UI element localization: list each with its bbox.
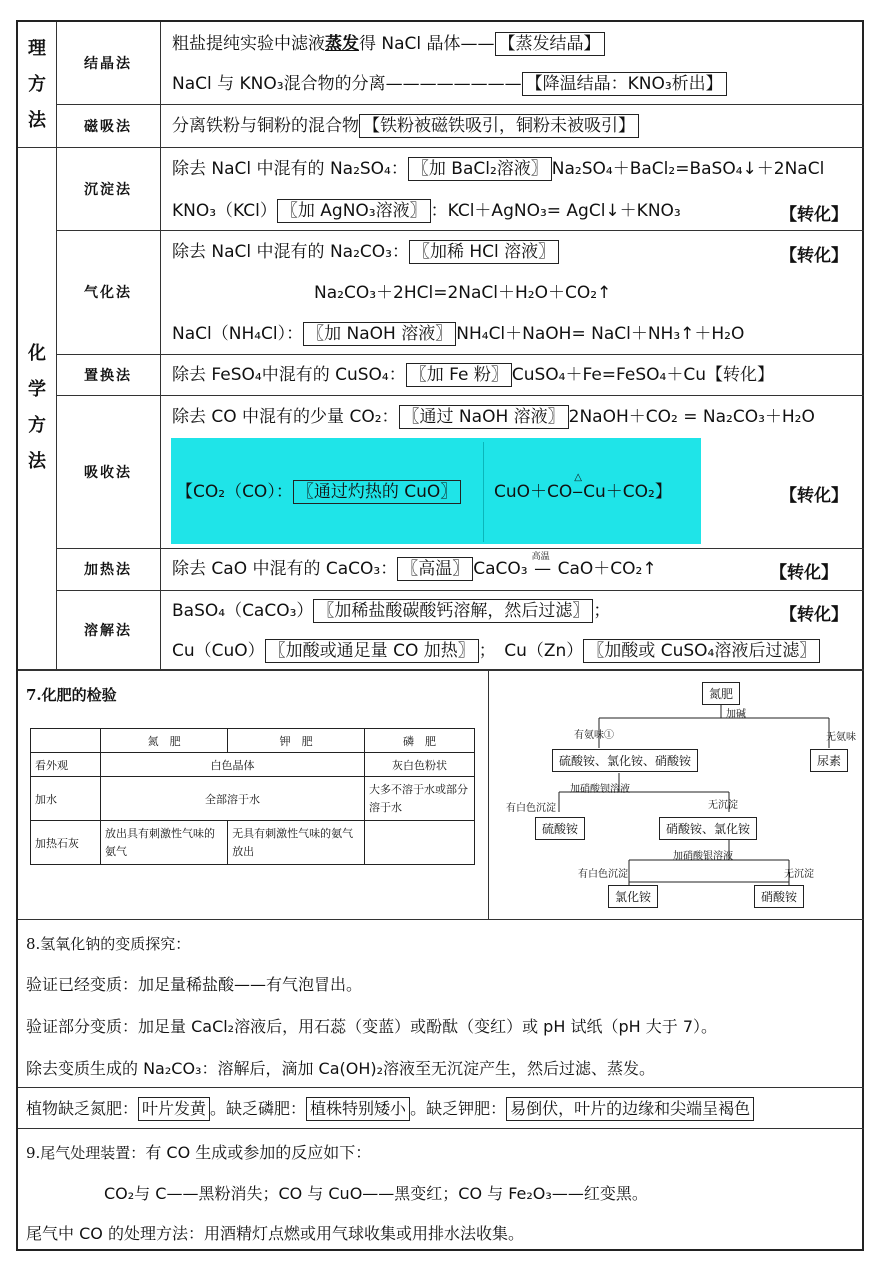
tail-gas-line-1: CO₂与 C——黑粉消失；CO 与 CuO——黑变红；CO 与 Fe₂O₃——红变黑。 [104,1184,648,1203]
table-row [31,753,475,777]
conversion-tag: 【转化】 [770,563,838,583]
answer-box: 【蒸发结晶】 [495,32,605,56]
text: 除去 NaCl 中混有的 Na₂SO₄： [172,159,408,179]
absorption-line-2 [176,480,461,504]
divider [56,590,864,591]
method-absorption: 吸收法 [84,464,132,481]
category-char: 法 [28,109,46,131]
tree-node-two-salts: 硝酸铵、氯化铵 [659,817,757,840]
naoh-line-1: 验证已经变质：加足量稀盐酸——有气泡冒出。 [26,975,363,994]
answer-box: 〖加 AgNO₃溶液〗 [277,199,431,223]
conversion-tag: 【转化】 [780,246,848,266]
method-displacement: 置换法 [84,367,132,384]
crystallization-line-2 [172,72,727,96]
divider [56,354,864,355]
bold-text: 蒸发 [325,34,359,54]
tree-label-ammonia: 有氨味① [574,730,614,741]
precipitation-line-1 [172,157,824,181]
text: 得 NaCl 晶体—— [359,34,495,54]
magnetic-line [172,114,639,138]
answer-box: 〖加酸或 CuSO₄溶液后过滤〗 [583,639,820,663]
table-row [31,821,475,865]
text: 除去 CO 中混有的少量 CO₂： [172,407,399,427]
dissolution-line-2 [172,639,820,663]
text: KNO₃（KCl） [172,201,277,221]
column-divider [160,22,161,669]
table-cell: 灰白色粉状 [365,753,475,777]
row-label: 加热石灰 [31,821,101,865]
method-heating: 加热法 [84,562,132,578]
answer-box: 〖通过灼热的 CuO〗 [293,480,461,504]
answer-box: 易倒伏，叶片的边缘和尖端呈褐色 [506,1097,754,1121]
method-dissolution: 溶解法 [84,622,132,639]
text: Cu（CuO） [172,641,265,661]
tree-label-no-ppt-2: 无沉淀 [784,869,814,880]
table-cell: 全部溶于水 [101,777,365,821]
answer-box: 〖加 NaOH 溶液〗 [303,322,456,346]
tree-label-add-ba-nitrate: 加硝酸钡溶液 [570,784,630,795]
table-header-row [31,729,475,753]
text: 除去 CaO 中混有的 CaCO₃： [172,559,398,579]
divider [56,548,864,549]
answer-box: 植株特别矮小 [306,1097,410,1121]
text: 【CO₂（CO）： [176,482,293,502]
tree-label-add-ag-nitrate: 加硝酸银溶液 [673,851,733,862]
tail-gas-line-2: 尾气中 CO 的处理方法：用酒精灯点燃或用气球收集或用排水法收集。 [26,1224,524,1243]
heating-line [172,552,657,581]
crystallization-line-1 [172,32,605,56]
equation: CuSO₄＋Fe=FeSO₄＋Cu【转化】 [511,365,774,385]
divider [56,230,864,231]
conversion-tag: 【转化】 [780,486,848,506]
text: 。缺乏钾肥： [410,1099,507,1118]
tree-label-white-ppt-1: 有白色沉淀 [506,803,556,814]
condition-label: 高温 [531,552,550,562]
category-char: 化 [28,343,46,364]
table-cell: 无具有刺激性气味的氨气放出 [228,821,365,865]
tree-node-urea: 尿素 [810,749,848,772]
table-header: 磷 肥 [365,729,475,753]
answer-box: 〖加稀 HCl 溶液〗 [409,240,559,264]
equation: ：KCl＋AgNO₃= AgCl↓＋KNO₃ [430,201,681,221]
conversion-tag: 【转化】 [780,205,848,225]
text: 分离铁粉与铜粉的混合物 [172,116,359,136]
tree-label-white-ppt-2: 有白色沉淀 [578,869,628,880]
answer-box: 〖加 Fe 粉〗 [406,363,512,387]
divider [18,919,864,920]
tree-node-three-salts: 硫酸铵、氯化铵、硝酸铵 [552,749,698,772]
row-label: 看外观 [31,753,101,777]
naoh-line-2: 验证部分变质：加足量 CaCl₂溶液后，用石蕊（变蓝）或酚酞（变红）或 pH 试纸（pH 大于 7）。 [26,1017,717,1036]
text: CaCO₃ [473,559,528,579]
gasification-equation: Na₂CO₃＋2HCl=2NaCl＋H₂O＋CO₂↑ [314,283,612,303]
naoh-line-3: 除去变质生成的 Na₂CO₃：溶解后，滴加 Ca(OH)₂溶液至无沉淀产生，然后过滤、蒸发。 [26,1059,656,1078]
displacement-line [172,363,774,387]
answer-box: 〖高温〗 [397,557,473,581]
gasification-line-1 [172,240,559,264]
notes-page [16,20,864,1251]
method-precipitation: 沉淀法 [84,181,132,198]
section-title: 9.尾气处理装置： [26,1144,146,1162]
category-char: 学 [28,379,46,400]
table-cell [31,729,101,753]
equation: NH₄Cl＋NaOH= NaCl＋NH₃↑＋H₂O [456,324,745,344]
category-char: 方 [28,415,46,436]
method-crystallization: 结晶法 [84,56,132,72]
text: 有 CO 生成或参加的反应如下： [145,1143,372,1162]
method-gasification: 气化法 [84,285,132,301]
divider [56,395,864,396]
text: ； Cu（Zn） [478,641,584,661]
chemical-method-category [18,147,56,669]
fertilizer-tree-lines [489,670,864,918]
text: 除去 FeSO₄中混有的 CuSO₄： [172,365,406,385]
table-row [31,777,475,821]
conversion-tag: 【转化】 [780,605,848,625]
category-char: 理 [28,37,46,59]
table-cell [365,821,475,865]
text: CaO＋CO₂↑ [557,559,657,579]
table-cell: 放出具有刺激性气味的氨气 [101,821,228,865]
dissolution-line-1 [172,599,610,623]
answer-box: 〖通过 NaOH 溶液〗 [399,405,569,429]
text: ； [593,601,611,621]
tree-node-nitrate: 硝酸铵 [754,885,804,908]
table-cell: 大多不溶于水或部分溶于水 [365,777,475,821]
answer-box: 〖加 BaCl₂溶液〗 [408,157,552,181]
tree-node-sulfate: 硫酸铵 [535,817,585,840]
category-char: 法 [28,451,46,472]
deficiency-line [26,1096,754,1121]
equation: Na₂SO₄＋BaCl₂=BaSO₄↓＋2NaCl [551,159,825,179]
answer-box: 〖加稀盐酸碳酸钙溶解，然后过滤〗 [313,599,593,623]
equation: 2NaOH＋CO₂ = Na₂CO₃＋H₂O [568,407,815,427]
tree-label-no-ammonia: 无氨味 [826,732,856,743]
naoh-title: 8.氢氧化钠的变质探究： [26,935,191,953]
precipitation-line-2 [172,199,681,223]
tree-node-chloride: 氯化铵 [608,885,658,908]
text: 。缺乏磷肥： [210,1099,307,1118]
divider [483,442,484,542]
method-magnetic: 磁吸法 [84,118,132,135]
condition-arrow: 高温 — [528,557,558,581]
column-divider [56,22,57,669]
divider [18,1087,864,1088]
table-header: 氮 肥 [101,729,228,753]
answer-box: 【降温结晶：KNO₃析出】 [522,72,727,96]
text: NaCl（NH₄Cl）： [172,324,304,344]
condition-label: △ [574,472,582,483]
text: BaSO₄（CaCO₃） [172,601,314,621]
physical-method-category [18,22,56,147]
row-label: 加水 [31,777,101,821]
gasification-line-3 [172,322,744,346]
tree-label-add-base: 加碱 [726,709,746,720]
answer-box: 【铁粉被磁铁吸引，铜粉未被吸引】 [359,114,639,138]
answer-box: 叶片发黄 [138,1097,210,1121]
tail-gas-title [26,1140,371,1163]
answer-box: 〖加酸或通足量 CO 加热〗 [265,639,479,663]
text: 植物缺乏氮肥： [26,1099,139,1118]
fertilizer-title: 7.化肥的检验 [26,686,117,704]
absorption-equation [494,472,672,504]
text: 除去 NaCl 中混有的 Na₂CO₃： [172,242,409,262]
category-char: 方 [28,73,46,95]
divider [56,104,864,105]
condition-arrow: △ ‒ [572,480,583,504]
tree-label-no-ppt-1: 无沉淀 [708,800,738,811]
fertilizer-table [30,728,475,865]
divider [18,1128,864,1129]
text: Cu＋CO₂】 [583,482,672,502]
table-cell: 白色晶体 [101,753,365,777]
table-header: 钾 肥 [228,729,365,753]
text: 粗盐提纯实验中滤液 [172,34,325,54]
absorption-line-1 [172,405,815,429]
text: CuO＋CO [494,482,573,502]
text: NaCl 与 KNO₃混合物的分离———————— [172,74,522,94]
tree-root-nitrogen: 氮肥 [702,682,740,705]
